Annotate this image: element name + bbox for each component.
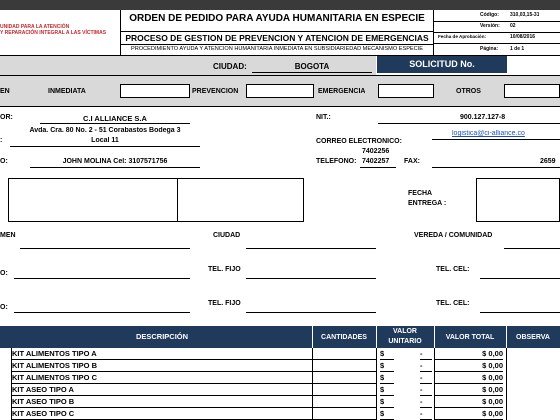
row-currency: $ xyxy=(380,408,394,420)
procedure-title: PROCEDIMIENTO AYUDA Y ATENCIÓN HUMANITARIA INMEDIATA EN SUBSIDIARIEDAD MECANISMO ESPECIE xyxy=(131,46,423,52)
meta-value-page: 1 de 1 xyxy=(510,46,525,52)
row-currency: $ xyxy=(380,384,394,396)
table-header xyxy=(0,326,560,348)
row-item: KIT ALIMENTOS TIPO A xyxy=(12,348,312,360)
meta-label-code: Código: xyxy=(480,12,499,18)
meta-label-version: Versión: xyxy=(480,23,500,29)
row-unit-value: - xyxy=(420,384,432,396)
row-currency: $ xyxy=(380,396,394,408)
col-observaciones: OBSERVA xyxy=(516,334,550,341)
provider-contact-label: O: xyxy=(0,158,8,165)
row-unit-value: - xyxy=(420,396,432,408)
location-row1-tel-cel-label: TEL. CEL: xyxy=(436,266,470,273)
row-item: KIT ASEO TIPO A xyxy=(12,384,312,396)
row-item: KIT ASEO TIPO B xyxy=(12,396,312,408)
provider-fax[interactable]: 2659 xyxy=(540,158,556,165)
provider-contact[interactable]: JOHN MOLINA Cel: 3107571756 xyxy=(62,158,168,165)
row-currency: $ xyxy=(380,348,394,360)
provider-fax-label: FAX: xyxy=(404,158,420,165)
delivery-date-box[interactable] xyxy=(476,178,560,222)
logo-line-2: Y REPARACIÓN INTEGRAL A LAS VÍCTIMAS xyxy=(0,30,107,36)
table-row xyxy=(0,384,560,396)
document-meta xyxy=(434,11,560,55)
row-item: KIT ALIMENTOS TIPO B xyxy=(12,360,312,372)
provider-phone-line-2[interactable]: 7402257 xyxy=(362,158,390,165)
form-title: ORDEN DE PEDIDO PARA AYUDA HUMANITARIA EN ESPECIE xyxy=(129,13,425,24)
row-unit-value: - xyxy=(420,360,432,372)
col-valor-unitario-1: VALOR xyxy=(393,328,417,335)
type-inmediata-checkbox[interactable] xyxy=(120,84,190,98)
type-emergencia-label: EMERGENCIA xyxy=(318,88,366,95)
type-prevencion-label: PREVENCION xyxy=(192,88,239,95)
row-quantity-cell[interactable] xyxy=(313,372,376,384)
row-quantity-cell[interactable] xyxy=(313,360,376,372)
process-title: PROCESO DE GESTION DE PREVENCION Y ATENCION DE EMERGENCIAS xyxy=(125,33,429,43)
row-total-value: $ 0,00 xyxy=(435,408,503,420)
solicitud-header: SOLICITUD No. xyxy=(377,56,507,73)
col-descripcion: DESCRIPCIÓN xyxy=(135,332,189,341)
row-quantity-cell[interactable] xyxy=(313,408,376,420)
row-quantity-cell[interactable] xyxy=(313,348,376,360)
location-row2-tel-fijo-label: TEL. FIJO xyxy=(208,300,241,307)
row-total-value: $ 0,00 xyxy=(435,384,503,396)
row-unit-value: - xyxy=(420,372,432,384)
provider-address-line-2[interactable]: Local 11 xyxy=(91,137,119,144)
delivery-date-label-2: ENTREGA : xyxy=(408,200,447,207)
meta-label-page: Página: xyxy=(480,46,499,52)
provider-nit[interactable]: 900.127.127-8 xyxy=(460,114,506,121)
location-city-label: CIUDAD xyxy=(213,232,241,239)
row-currency: $ xyxy=(380,360,394,372)
row-total-value: $ 0,00 xyxy=(435,372,503,384)
table-row xyxy=(0,348,560,360)
row-total-value: $ 0,00 xyxy=(435,360,503,372)
row-unit-value: - xyxy=(420,408,432,420)
type-prevencion-checkbox[interactable] xyxy=(246,84,314,98)
provider-email-label: CORREO ELECTRÓNICO: xyxy=(316,138,402,145)
city-value[interactable]: BOGOTA xyxy=(294,62,330,71)
delivery-notes-box[interactable] xyxy=(8,178,304,222)
provider-email[interactable]: logistica@ci-alliance.co xyxy=(452,130,525,137)
provider-phone-label: TELÉFONO: xyxy=(316,158,357,165)
table-row xyxy=(0,372,560,384)
col-valor-total: VALOR TOTAL xyxy=(445,334,495,341)
provider-nit-label: NIT.: xyxy=(316,114,331,121)
row-item: KIT ASEO TIPO C xyxy=(12,408,312,420)
table-row xyxy=(0,360,560,372)
location-row2-tel-cel-label: TEL. CEL: xyxy=(436,300,470,307)
city-label: CIUDAD: xyxy=(213,62,247,71)
row-quantity-cell[interactable] xyxy=(313,384,376,396)
meta-value-version: 02 xyxy=(510,23,516,29)
logo-line-1: UNIDAD PARA LA ATENCIÓN xyxy=(0,24,70,30)
row-quantity-cell[interactable] xyxy=(313,396,376,408)
row-item: KIT ALIMENTOS TIPO C xyxy=(12,372,312,384)
location-row2-label: O: xyxy=(0,304,8,311)
top-bar xyxy=(0,0,560,10)
meta-value-code: 310,03,15-31 xyxy=(510,12,540,18)
location-partial-label: MEN xyxy=(0,232,16,239)
row-total-value: $ 0,00 xyxy=(435,348,503,360)
meta-label-date: Fecha de Aprobación: xyxy=(438,34,487,39)
logo xyxy=(0,24,118,36)
col-cantidades: CANTIDADES xyxy=(321,334,367,341)
table-row xyxy=(0,396,560,408)
type-otros-label: OTROS xyxy=(456,88,481,95)
row-total-value: $ 0,00 xyxy=(435,396,503,408)
location-row1-tel-fijo-label: TEL. FIJO xyxy=(208,266,241,273)
provider-name-label: OR: xyxy=(0,114,13,121)
location-vereda-label: VEREDA / COMUNIDAD xyxy=(414,232,493,239)
provider-phone-line-1[interactable]: 7402256 xyxy=(362,148,390,155)
meta-value-date: 10/08/2016 xyxy=(510,34,536,40)
provider-address-label: : xyxy=(0,137,3,144)
type-inmediata-label: INMEDIATA xyxy=(48,88,86,95)
provider-name[interactable]: C.I ALLIANCE S.A xyxy=(83,114,147,123)
row-unit-value: - xyxy=(420,348,432,360)
type-emergencia-checkbox[interactable] xyxy=(378,84,434,98)
provider-address-line-1[interactable]: Avda. Cra. 80 No. 2 - 51 Corabastos Bodega 3 xyxy=(29,127,181,134)
delivery-date-label-1: FECHA xyxy=(408,190,433,197)
table-row xyxy=(0,408,560,420)
type-otros-checkbox[interactable] xyxy=(504,84,560,98)
col-valor-unitario-2: UNITARIO xyxy=(388,338,422,345)
type-partial-label: EN xyxy=(0,88,10,95)
table-body xyxy=(0,348,560,420)
row-currency: $ xyxy=(380,372,394,384)
location-row1-label: O: xyxy=(0,270,8,277)
